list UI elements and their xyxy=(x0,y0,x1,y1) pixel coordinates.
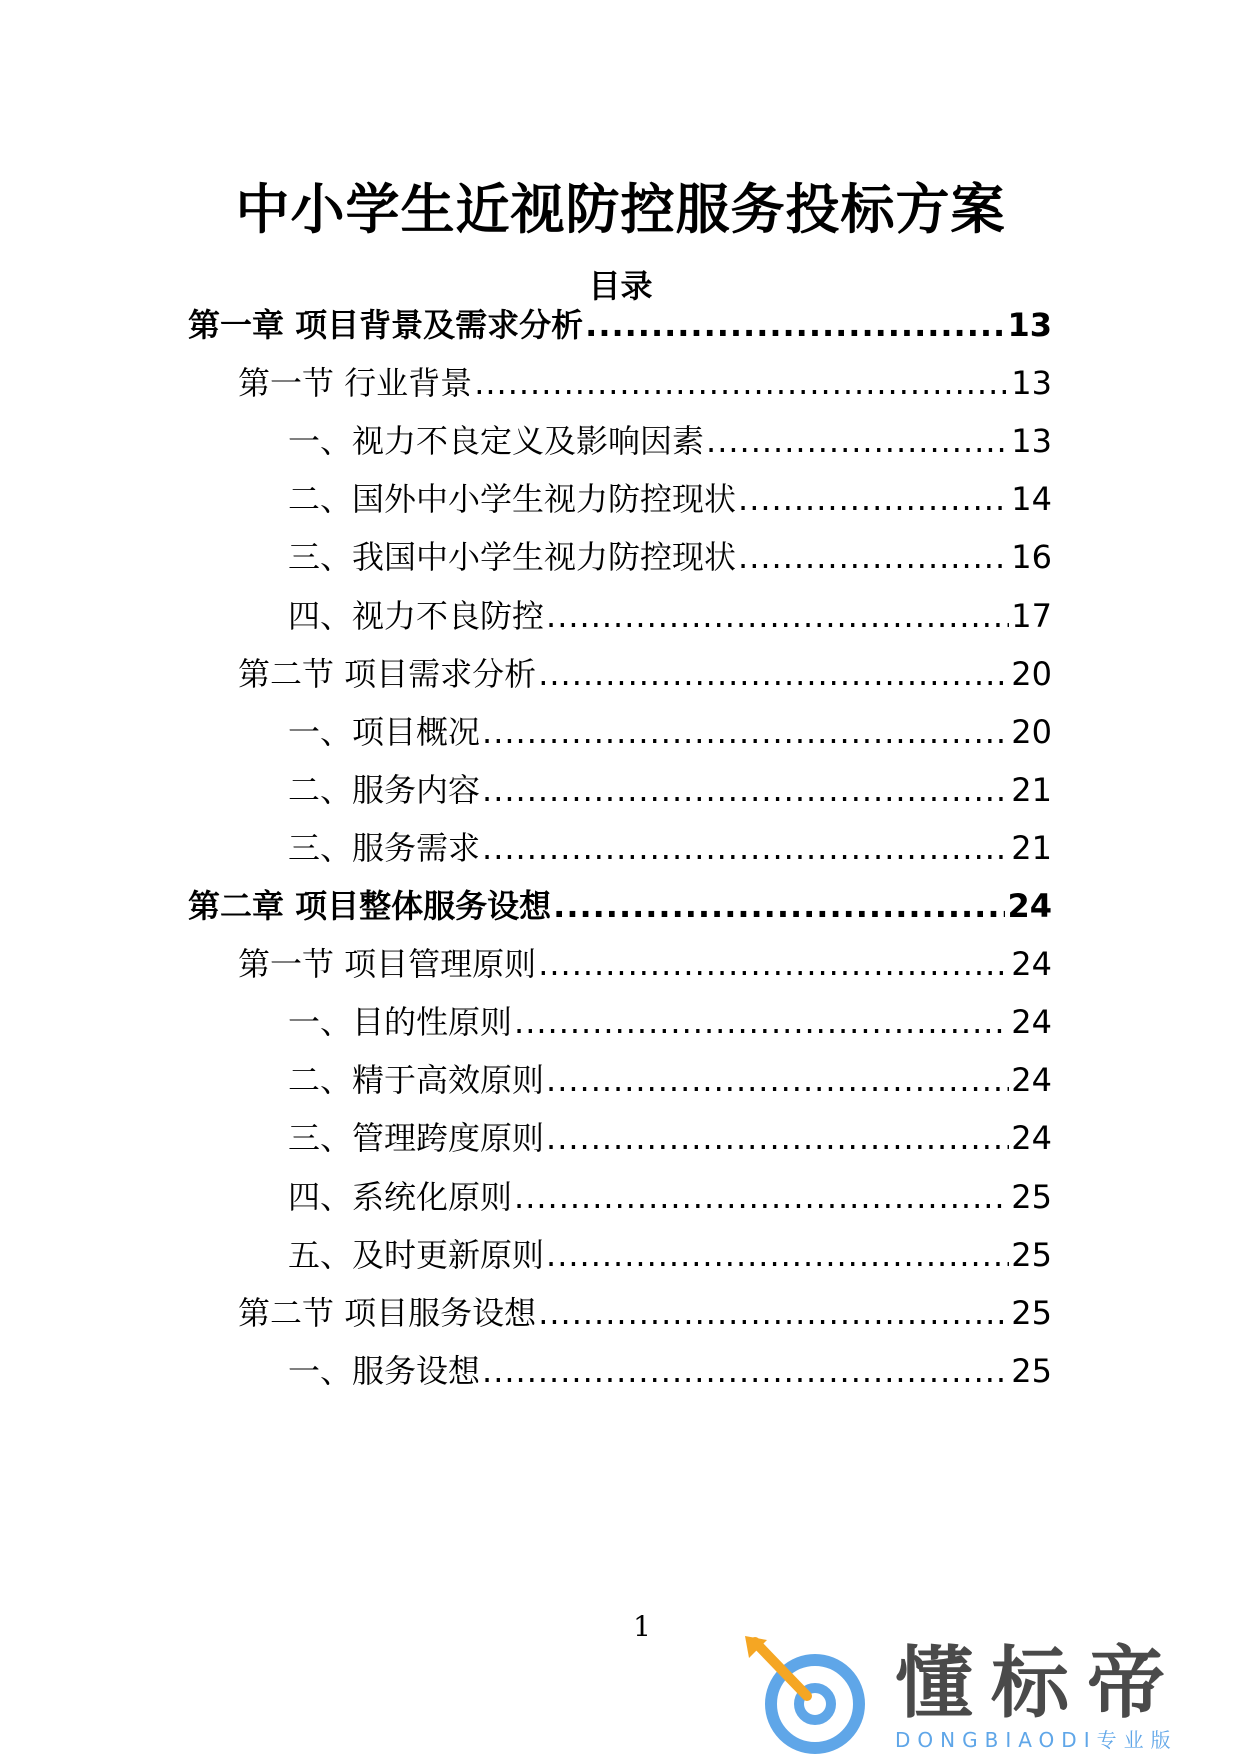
toc-entry[interactable] xyxy=(238,652,1052,696)
toc-leader-dots xyxy=(546,1058,1009,1102)
toc-entry-label: 三、我国中小学生视力防控现状 xyxy=(288,538,737,577)
toc-leader-dots xyxy=(546,1233,1009,1277)
toc-entry[interactable] xyxy=(288,1058,1052,1102)
toc-leader-dots xyxy=(474,361,1009,405)
toc-entry[interactable] xyxy=(188,303,1052,347)
toc-leader-dots xyxy=(482,826,1009,870)
toc-entry-page: 21 xyxy=(1011,770,1052,809)
document-title: 中小学生近视防控服务投标方案 xyxy=(235,178,1006,241)
toc-entry-label: 二、服务内容 xyxy=(288,770,481,809)
toc-leader-dots xyxy=(546,1116,1009,1160)
toc-entry-label: 第二章 项目整体服务设想 xyxy=(188,887,552,925)
toc-entry-label: 第一节 行业背景 xyxy=(238,364,473,403)
toc-entry-page: 24 xyxy=(1011,1061,1052,1100)
toc-leader-dots xyxy=(546,594,1009,638)
toc-entry[interactable] xyxy=(288,768,1052,812)
toc-entry[interactable] xyxy=(238,1291,1052,1335)
toc-entry-page: 17 xyxy=(1011,596,1052,635)
toc-leader-dots xyxy=(706,419,1009,463)
toc-leader-dots xyxy=(482,768,1009,812)
toc-entry-label: 四、视力不良防控 xyxy=(288,596,545,635)
toc-entry[interactable] xyxy=(288,1233,1052,1277)
target-arrow-logo-icon xyxy=(745,1636,865,1754)
toc-entry-page: 13 xyxy=(1011,422,1052,461)
toc-leader-dots xyxy=(482,710,1009,754)
toc-entry-label: 五、及时更新原则 xyxy=(288,1235,545,1274)
toc-entry-label: 二、国外中小学生视力防控现状 xyxy=(288,480,737,519)
toc-entry-page: 24 xyxy=(1011,1003,1052,1042)
toc-leader-dots xyxy=(585,303,1005,347)
watermark-subtitle: DONGBIAODI专业版 xyxy=(895,1728,1178,1752)
toc-entry-label: 一、服务设想 xyxy=(288,1351,481,1390)
toc-entry-page: 13 xyxy=(1011,364,1052,403)
toc-leader-dots xyxy=(738,477,1009,521)
toc-entry-label: 第一节 项目管理原则 xyxy=(238,945,537,984)
toc-entry[interactable] xyxy=(288,594,1052,638)
toc-entry-label: 三、服务需求 xyxy=(288,828,481,867)
watermark-brand: 懂标帝 xyxy=(895,1639,1184,1729)
toc-entry-page: 25 xyxy=(1011,1235,1052,1274)
toc-entry-label: 一、项目概况 xyxy=(288,712,481,751)
toc-entry[interactable] xyxy=(288,1349,1052,1393)
watermark xyxy=(745,1636,1241,1754)
toc-leader-dots xyxy=(538,652,1009,696)
toc-leader-dots xyxy=(514,1000,1009,1044)
toc-entry-page: 25 xyxy=(1011,1177,1052,1216)
toc-entry[interactable] xyxy=(288,826,1052,870)
toc-entry-page: 24 xyxy=(1007,887,1052,925)
toc-entry-label: 二、精于高效原则 xyxy=(288,1061,545,1100)
toc-entry-page: 25 xyxy=(1011,1351,1052,1390)
toc-entry-label: 第一章 项目背景及需求分析 xyxy=(188,306,584,344)
toc-entry[interactable] xyxy=(288,477,1052,521)
toc-entry-label: 一、目的性原则 xyxy=(288,1003,513,1042)
toc-entry[interactable] xyxy=(188,884,1052,928)
toc-leader-dots xyxy=(738,535,1009,579)
toc-leader-dots xyxy=(482,1349,1009,1393)
toc-leader-dots xyxy=(538,942,1009,986)
toc-entry-label: 第二节 项目需求分析 xyxy=(238,654,537,693)
toc-entry-page: 20 xyxy=(1011,654,1052,693)
toc-entry[interactable] xyxy=(288,710,1052,754)
toc-entry[interactable] xyxy=(288,1175,1052,1219)
toc-entry-page: 16 xyxy=(1011,538,1052,577)
toc-entry[interactable] xyxy=(238,942,1052,986)
toc-entry-page: 14 xyxy=(1011,480,1052,519)
toc-entry-page: 13 xyxy=(1007,306,1052,344)
toc-entry-label: 四、系统化原则 xyxy=(288,1177,513,1216)
toc-entry[interactable] xyxy=(288,1116,1052,1160)
toc-leader-dots xyxy=(538,1291,1009,1335)
toc-entry-label: 第二节 项目服务设想 xyxy=(238,1293,537,1332)
toc-entry[interactable] xyxy=(288,535,1052,579)
page-number: 1 xyxy=(633,1610,651,1643)
toc-leader-dots xyxy=(553,884,1005,928)
toc-entry[interactable] xyxy=(288,419,1052,463)
toc-entry-page: 24 xyxy=(1011,1119,1052,1158)
toc-heading: 目录 xyxy=(588,267,653,305)
toc-entry[interactable] xyxy=(288,1000,1052,1044)
toc-leader-dots xyxy=(514,1175,1009,1219)
toc-entry-page: 25 xyxy=(1011,1293,1052,1332)
toc-entry-label: 三、管理跨度原则 xyxy=(288,1119,545,1158)
toc-entry-page: 20 xyxy=(1011,712,1052,751)
toc-entry-label: 一、视力不良定义及影响因素 xyxy=(288,422,705,461)
toc-entry-page: 21 xyxy=(1011,828,1052,867)
toc-entry[interactable] xyxy=(238,361,1052,405)
toc-entry-page: 24 xyxy=(1011,945,1052,984)
